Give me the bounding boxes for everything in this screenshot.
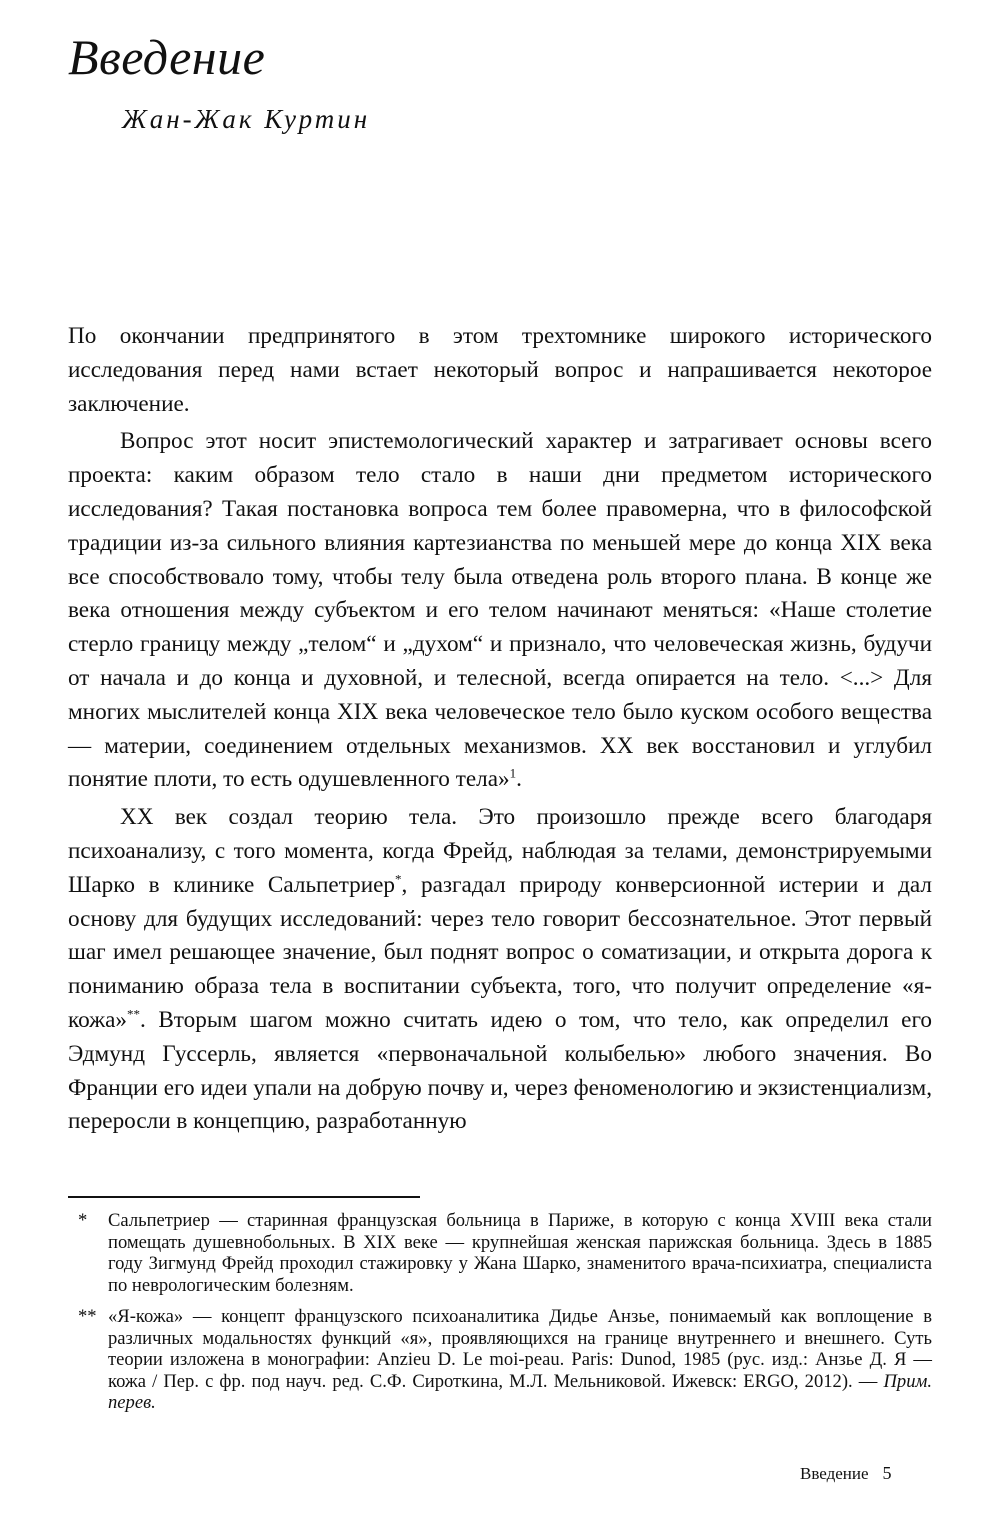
running-head: Введение xyxy=(800,1464,869,1483)
footnote-1 xyxy=(68,1210,932,1296)
page-title: Введение xyxy=(68,29,266,85)
main-text xyxy=(68,320,932,1143)
footnote-ref-star: * xyxy=(395,871,402,887)
paragraph-2-end: . xyxy=(516,766,522,793)
footnote-mark: ** xyxy=(78,1306,97,1327)
footnote-ref-1: 1 xyxy=(509,765,517,781)
footnote-text: Сальпетриер — старинная французская больница в Париже, в которую с конца XVIII века стали помещать душевнобольных. В XIX веке — крупнейшая женская парижская больница. Здесь в 1885 году Зигмунд Фрейд проходил стажировку у Жана Шарко, знаменитого врача-психиатра, специалиста по неврологическим болезням. xyxy=(108,1210,932,1296)
footnotes xyxy=(68,1210,932,1424)
paragraph-3-text-b: , разгадал природу конверсионной истерии и дал основу для будущих исследований: через тело говорит бессознательное. Этот первый шаг имел решающее значение, был поднят вопрос о соматизации, и открыта дорога к пониманию образа тела в воспитании субъекта, того, что получит определение «я-кожа» xyxy=(68,871,933,1033)
page-number: 5 xyxy=(882,1463,892,1483)
page-footer xyxy=(800,1463,892,1484)
footnote-text: «Я-кожа» — концепт французского психоаналитика Дидье Анзье, понимаемый как воплощение в различных модальностях функций «я», проявляющихся на границе внутреннего и внешнего. Суть теории изложена в монографии: Anzieu D. Le moi-peau. Paris: Dunod, 1985 (рус. изд.: Анзье Д. Я — кожа / Пер. с фр. под науч. ред. С.Ф. Сироткина, М.Л. Мельниковой. Ижевск: ERGO, 2012). — xyxy=(108,1306,932,1392)
footnote-divider xyxy=(68,1196,420,1198)
paragraph-2-text: Вопрос этот носит эпистемологический характер и затрагивает основы всего проекта: каким образом тело стало в наши дни предметом исторического исследования? Такая постановка вопроса тем более правомерна, что в философской традиции из-за сильного влияния картезианства по меньшей мере до конца XIX века все способствовало тому, чтобы телу была отведена роль второго плана. В конце же века отношения между субъектом и его телом начинают меняться: «Наше столетие стерло границу между „телом“ и „духом“ и признало, что человеческая жизнь, будучи от начала и до конца и духовной, и телесной, всегда опирается на тело. <...> Для многих мыслителей конца XIX века человеческое тело было куском особого вещества — материи, соединением отдельных механизмов. XX век восстановил и углубил понятие плоти, то есть одушевленного тела» xyxy=(68,428,932,793)
paragraph-3-text-c: . Вторым шагом можно считать идею о том, что тело, как определил его Эдмунд Гуссерль, является «первоначальной колыбелью» любого значения. Во Франции его идеи упали на добрую почву и, через феноменологию и экзистенциализм, переросли в концепцию, разработанную xyxy=(68,1006,932,1135)
translator-note: Прим. перев. xyxy=(108,1370,933,1413)
author-name: Жан-Жак Куртин xyxy=(122,104,371,134)
paragraph-2 xyxy=(68,425,932,797)
paragraph-3 xyxy=(68,801,932,1139)
paragraph-3-text-a: XX век создал теорию тела. Это произошло прежде всего благодаря психоанализу, с того момента, когда Фрейд, наблюдая за телами, демонстрируемыми Шарко в клинике Сальпетриер xyxy=(68,804,932,898)
footnote-2 xyxy=(68,1306,932,1414)
footnote-ref-double-star: ** xyxy=(127,1006,141,1022)
footnote-mark: * xyxy=(78,1210,88,1231)
paragraph-1: По окончании предпринятого в этом трехтомнике широкого исторического исследования перед нами встает некоторый вопрос и напрашивается некоторое заключение. xyxy=(68,323,932,417)
